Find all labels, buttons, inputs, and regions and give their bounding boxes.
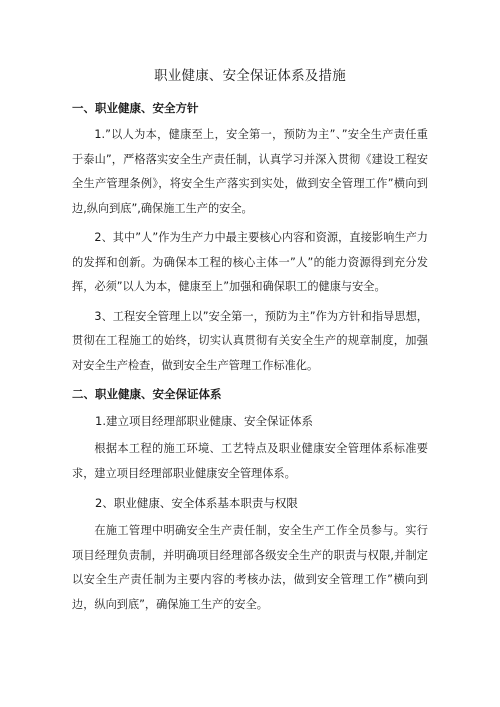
system-paragraph-2: 在施工管理中明确安全生产责任制，安全生产工作全员参与。实行项目经理负责制，并明确项目经理部各级安全生产的职责与权限,并制定以安全生产责任制为主要内容的考核办法，做到安全管理工作”横向到边，纵向到底”，确保施工生产的安全。 xyxy=(72,524,428,611)
section-safety-policy xyxy=(72,97,428,378)
policy-paragraph-1: 1.”以人为本，健康至上，安全第一，预防为主”、”安全生产责任重于泰山”，严格落实安全生产责任制，认真学习并深入贯彻《建设工程安全生产管理条例》，将安全生产落实到实处，做到安全管理工作”横向到边,纵向到底”,确保施工生产的安全。 xyxy=(72,128,428,215)
system-paragraph-1: 根据本工程的施工环境、工艺特点及职业健康安全管理体系标准要求，建立项目经理部职业健康安全管理体系。 xyxy=(72,442,428,480)
policy-paragraph-2: 2、其中”人”作为生产力中最主要核心内容和资源，直接影响生产力的发挥和创新。为确保本工程的核心主体一”人”的能力资源得到充分发挥，必须”以人为本，健康至上”加强和确保职工的健康与安全。 xyxy=(72,231,428,293)
section-heading-system: 二、职业健康、安全保证体系 xyxy=(72,387,222,401)
section-safety-system xyxy=(72,383,428,617)
document-title: 职业健康、安全保证体系及措施 xyxy=(154,68,346,84)
policy-paragraph-3: 3、工程安全管理上以”安全第一，预防为主”作为方针和指导思想，贯彻在工程施工的始终，切实认真贯彻有关安全生产的规章制度，加强对安全生产检查，做到安全生产管理工作标准化。 xyxy=(72,309,428,372)
system-subheading-2: 2、职业健康、安全体系基本职责与权限 xyxy=(95,496,298,510)
system-subheading-1: 1.建立项目经理部职业健康、安全保证体系 xyxy=(95,414,313,428)
section-heading-policy: 一、职业健康、安全方针 xyxy=(72,101,199,115)
